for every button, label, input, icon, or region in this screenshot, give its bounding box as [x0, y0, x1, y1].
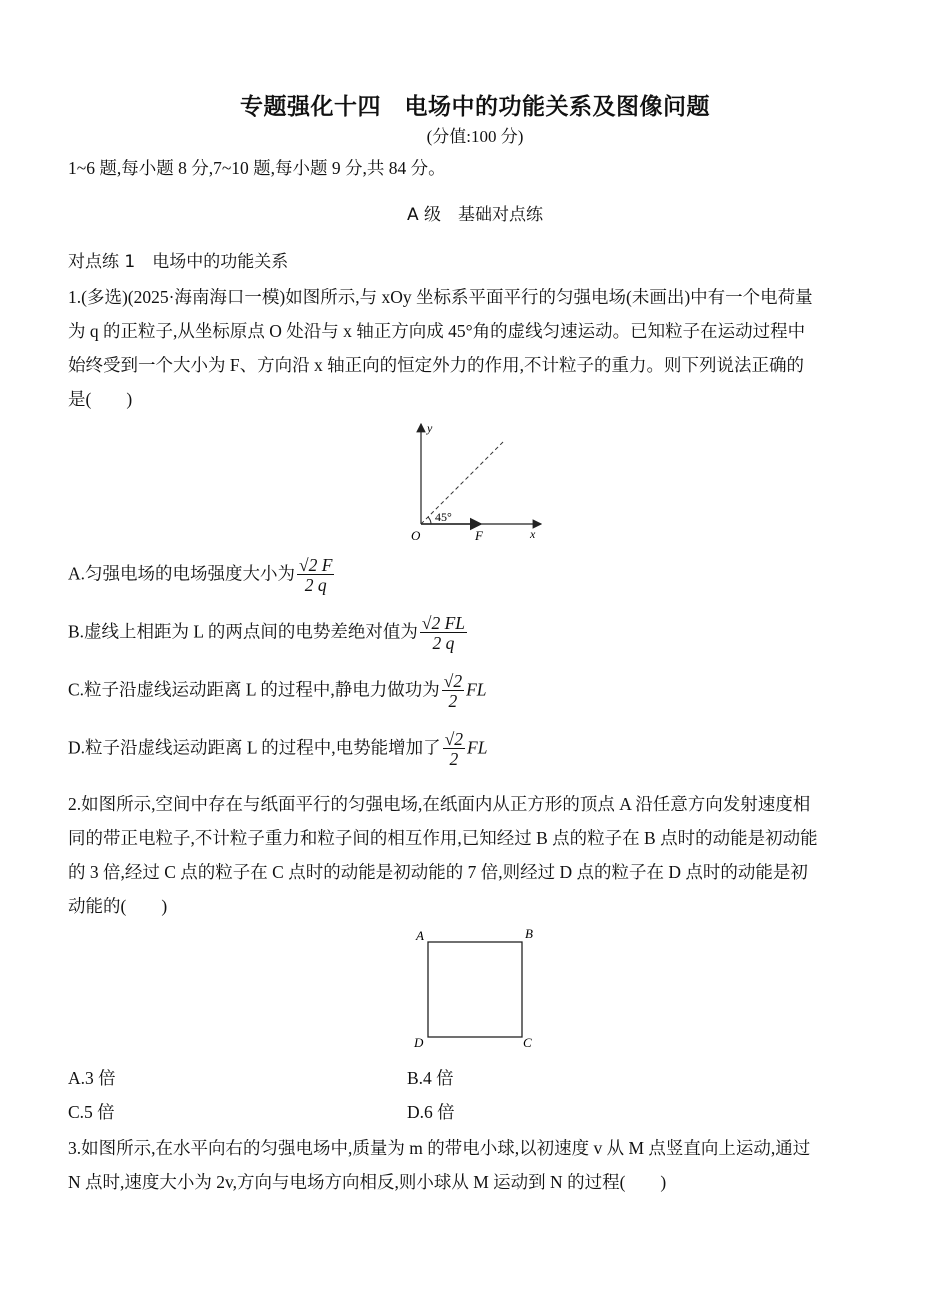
q2-option-c[interactable]: C.5 倍 [68, 1102, 115, 1122]
q1-line-3: 始终受到一个大小为 F、方向沿 x 轴正向的恒定外力的作用,不计粒子的重力。则下列说法正确的 [68, 355, 804, 375]
option-text: A.匀强电场的电场强度大小为 [68, 563, 296, 584]
origin-label: O [411, 528, 421, 543]
option-text: C.粒子沿虚线运动距离 L 的过程中,静电力做功为 [68, 679, 440, 700]
option-text: B.虚线上相距为 L 的两点间的电势差绝对值为 [68, 621, 418, 642]
q1-option-a[interactable] [68, 556, 336, 595]
vertex-a: A [416, 928, 424, 943]
page-title: 专题强化十四 电场中的功能关系及图像问题 [240, 94, 710, 120]
option-text: D.粒子沿虚线运动距离 L 的过程中,电势能增加了 [68, 737, 441, 758]
angle-arc [428, 517, 431, 524]
q1-line-4: 是( ) [68, 389, 133, 409]
q2-option-d[interactable]: D.6 倍 [407, 1102, 455, 1122]
q1-line-2: 为 q 的正粒子,从坐标原点 O 处沿与 x 轴正方向成 45°角的虚线匀速运动。已知粒子在运动过程中 [68, 321, 806, 341]
q1-option-b[interactable] [68, 614, 469, 653]
force-label: F [475, 528, 483, 543]
q2-line-3: 的 3 倍,经过 C 点的粒子在 C 点时的动能是初动能的 7 倍,则经过 D 点的粒子在 D 点时的动能是初 [68, 862, 808, 882]
q2-line-4: 动能的( ) [68, 896, 168, 916]
instructions: 1~6 题,每小题 8 分,7~10 题,每小题 9 分,共 84 分。 [68, 158, 446, 178]
q2-line-1: 2.如图所示,空间中存在与纸面平行的匀强电场,在纸面内从正方形的顶点 A 沿任意方向发射速度相 [68, 794, 811, 814]
vertex-c: C [523, 1035, 532, 1050]
option-suffix: FL [466, 679, 487, 700]
score-info: (分值:100 分) [426, 127, 524, 146]
q2-line-2: 同的带正电粒子,不计粒子重力和粒子间的相互作用,已知经过 B 点的粒子在 B 点时的动能是初动能 [68, 828, 818, 848]
vertex-d: D [414, 1035, 424, 1050]
dashed-path [421, 440, 505, 524]
option-suffix: FL [467, 737, 488, 758]
level-heading: A 级 基础对点练 [406, 205, 544, 225]
section-heading: 对点练 1 电场中的功能关系 [68, 252, 289, 272]
q1-figure [395, 418, 555, 546]
vertex-b: B [525, 926, 533, 941]
q3-line-1: 3.如图所示,在水平向右的匀强电场中,质量为 m 的带电小球,以初速度 v 从 M 点竖直向上运动,通过 [68, 1138, 811, 1158]
q2-figure [405, 922, 545, 1054]
angle-label: 45° [435, 510, 452, 524]
q1-option-c[interactable] [68, 672, 487, 711]
q1-option-d[interactable] [68, 730, 487, 769]
q1-line-1: 1.(多选)(2025·海南海口一模)如图所示,与 xOy 坐标系平面平行的匀强电场(未画出)中有一个电荷量 [68, 287, 813, 307]
square [428, 942, 522, 1037]
q2-option-a[interactable]: A.3 倍 [68, 1068, 116, 1088]
x-label: x [530, 527, 536, 541]
fraction: $\frac{√2 FL}{2 q}$ [421, 613, 465, 653]
q2-option-b[interactable]: B.4 倍 [407, 1068, 454, 1088]
y-label: y [427, 421, 433, 435]
q3-line-2: N 点时,速度大小为 2v,方向与电场方向相反,则小球从 M 运动到 N 的过程( ) [68, 1172, 667, 1192]
fraction: $\frac{√2 F}{2 q}$ [299, 555, 333, 595]
fraction: $\frac{√2}{2}$ [443, 671, 463, 711]
fraction: $\frac{√2}{2}$ [444, 729, 464, 769]
